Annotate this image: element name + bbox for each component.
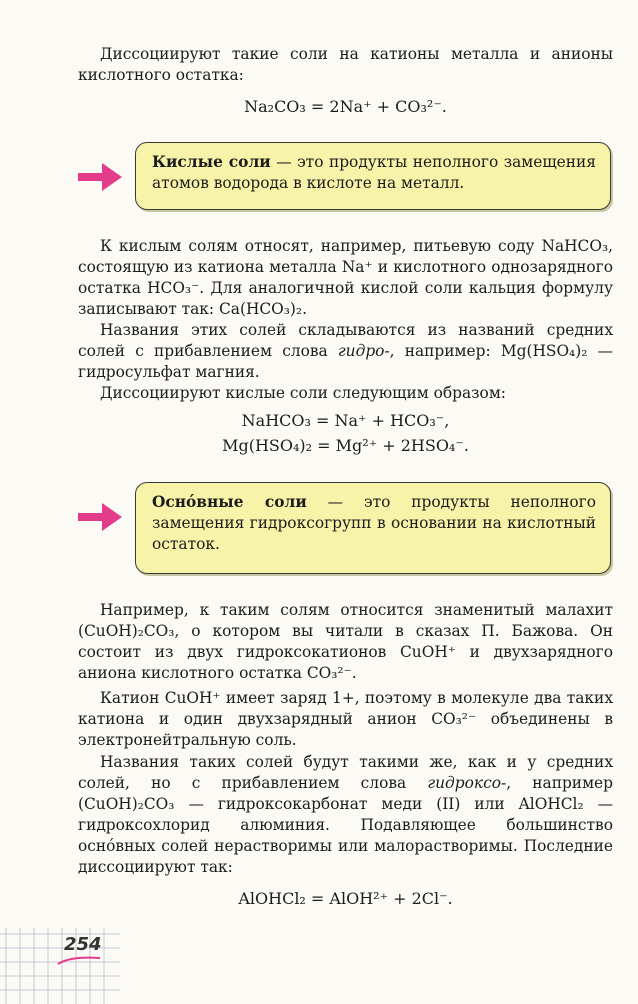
pink-arrow-icon: [74, 500, 126, 534]
definition-box-acid-salts: [135, 142, 611, 210]
paragraph-acid-salts-examples: К кислым солям относят, например, питьевую соду NaHCO₃, состоящую из катиона металла Na⁺ и кислотного однозарядного остатка HCO₃⁻. Для аналогичной кислой соли кальция формулу записывают так: Ca(HCO₃)₂.: [78, 237, 613, 318]
formula-mghso4: Mg(HSO₄)₂ = Mg²⁺ + 2HSO₄⁻.: [222, 436, 469, 455]
prefix-hydro: гидро-: [337, 342, 390, 360]
grid-decoration: [0, 928, 120, 1004]
definition-basic-salts: — это продукты неполного замещения гидроксогрупп в основании на кислотный остаток.: [152, 493, 596, 553]
paragraph-dissociation-intro: Диссоциируют такие соли на катионы металла и анионы кислотного остатка:: [78, 45, 613, 84]
formula-alohcl2: AlOHCl₂ = AlOH²⁺ + 2Cl⁻.: [238, 889, 453, 908]
term-acid-salts: Кислые соли: [152, 153, 271, 171]
formula-na2co3: Na₂CO₃ = 2Na⁺ + CO₃²⁻.: [244, 97, 447, 116]
term-basic-salts: Оснóвные соли: [152, 493, 307, 511]
paragraph-malachite: Например, к таким солям относится знаменитый малахит (CuOH)₂CO₃, о котором вы читали в сказах П. Бажова. Он состоит из двух гидроксокатионов CuOH⁺ и двухзарядного аниона кислотного остатка CO₃²⁻.: [78, 601, 613, 682]
pink-arrow-icon: [74, 160, 126, 194]
paragraph-acid-salts-naming: Названия этих солей складываются из названий средних солей с прибавлением слова гидро-, например: Mg(HSO₄)₂ — гидросульфат магния.: [78, 321, 613, 381]
paragraph-cuoh-cation: Катион CuOH⁺ имеет заряд 1+, поэтому в молекуле два таких катиона и один двухзарядный анион CO₃²⁻ объединены в электронейтральную соль.: [78, 689, 613, 749]
page-number: 254: [64, 934, 102, 955]
definition-acid-salts: — это продукты неполного замещения атомов водорода в кислоте на металл.: [152, 153, 597, 192]
formula-nahco3: NaHCO₃ = Na⁺ + HCO₃⁻,: [241, 411, 450, 430]
definition-box-basic-salts: [135, 482, 611, 574]
prefix-hydroxo: гидроксо-: [427, 774, 507, 792]
paragraph-basic-salts-naming: Названия таких солей будут такими же, как и у средних солей, но с прибавлением слова гидроксо-, например (CuOH)₂CO₃ — гидроксокарбонат меди (II) или AlOHCl₂ — гидроксохлорид алюминия. Подавляющее большинство оснóвных солей нерастворимы или малорастворимы. Последние диссоциируют так:: [78, 753, 613, 876]
paragraph-acid-salts-dissociation: Диссоциируют кислые соли следующим образом:: [100, 384, 506, 402]
